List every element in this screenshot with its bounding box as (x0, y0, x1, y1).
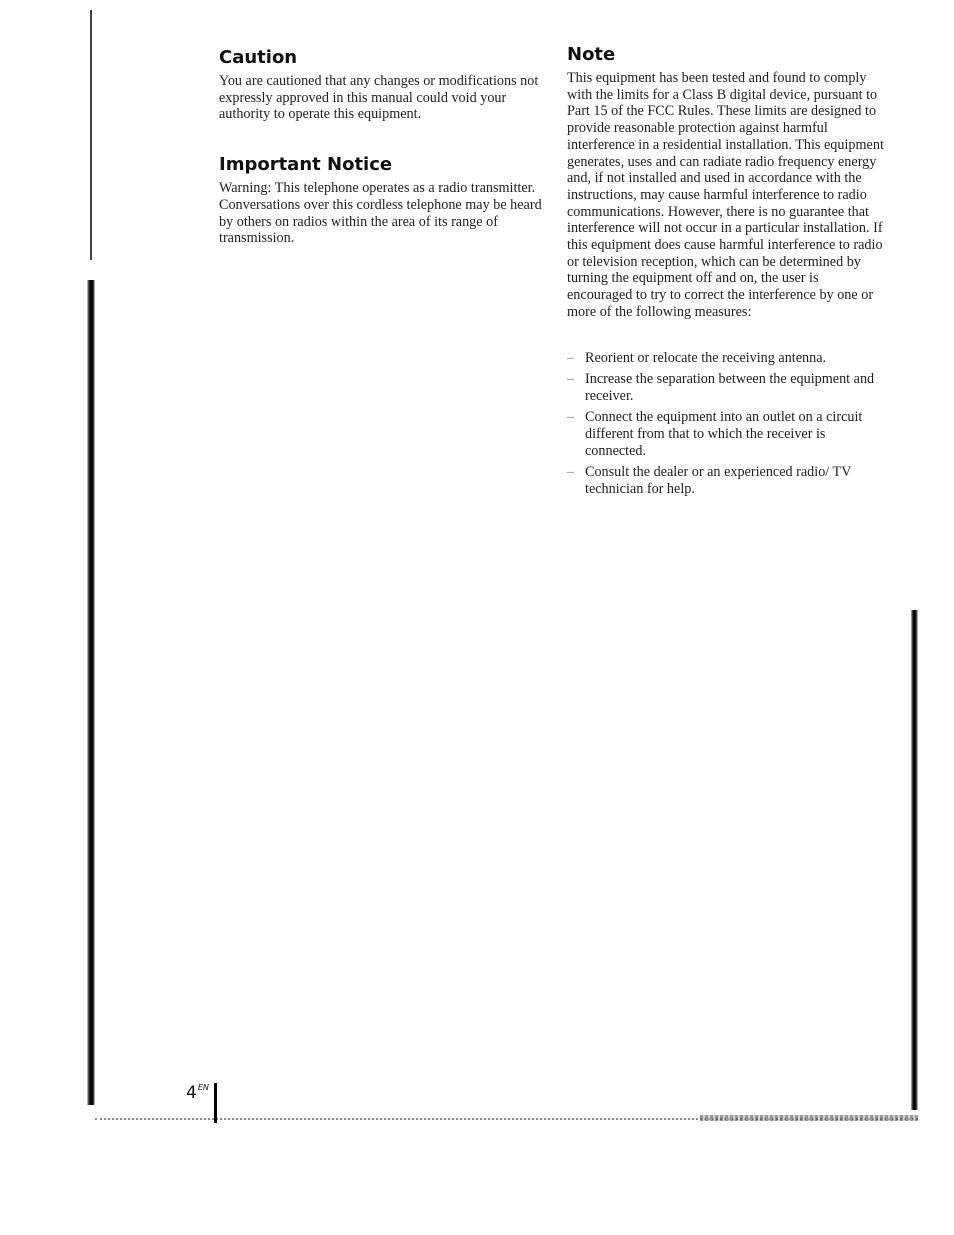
caution-heading: Caution (219, 47, 298, 68)
dash-bullet: – (567, 349, 575, 366)
scan-edge-bottom-shadow (700, 1115, 918, 1121)
list-item-text: Connect the equipment into an outlet on a circuit different from that to which the receiver is connected. (585, 408, 863, 459)
scan-edge-right (911, 610, 918, 1110)
scan-edge-left-top (90, 10, 92, 260)
note-heading: Note (567, 44, 616, 65)
important-notice-heading: Important Notice (219, 154, 393, 176)
list-item (567, 371, 887, 405)
important-notice-section (219, 154, 549, 247)
measures-list (567, 350, 887, 498)
left-column (219, 47, 549, 247)
list-item-text: Increase the separation between the equipment and receiver. (585, 370, 875, 404)
caution-text: You are cautioned that any changes or modifications not expressly approved in this manual could void your authority to operate this equipment. (219, 73, 539, 123)
page-number-rule (214, 1083, 217, 1123)
caution-section (219, 47, 549, 123)
note-text: This equipment has been tested and found to comply with the limits for a Class B digital device, pursuant to Part 15 of the FCC Rules. These limits are designed to provide reasonable protection against harmful interference in a residential installation. This equipment generates, uses and can radiate radio frequency energy and, if not installed and used in accordance with the instructions, may cause harmful interference to radio communications. However, there is no guarantee that interference will not occur in a particular installation. If this equipment does cause harmful interference to radio or television reception, which can be determined by turning the equipment off and on, the user is encouraged to try to correct the interference by one or more of the following measures: (567, 70, 884, 320)
list-item (567, 409, 887, 460)
dash-bullet: – (567, 408, 575, 425)
scan-edge-left (87, 280, 95, 1105)
page-number-value: 4 (186, 1083, 197, 1103)
dash-bullet: – (567, 370, 575, 387)
list-item-text: Reorient or relocate the receiving antenna. (585, 349, 827, 366)
note-section (567, 44, 887, 498)
important-notice-text: Warning: This telephone operates as a radio transmitter. Conversations over this cordless telephone may be heard by others on radios within the area of its range of transmission. (219, 180, 542, 247)
right-column (567, 44, 887, 502)
page-language-suffix: EN (197, 1083, 209, 1092)
dash-bullet: – (567, 463, 575, 480)
page-number (186, 1083, 209, 1103)
list-item (567, 464, 887, 498)
list-item (567, 350, 887, 367)
list-item-text: Consult the dealer or an experienced radio/ TV technician for help. (585, 463, 852, 497)
